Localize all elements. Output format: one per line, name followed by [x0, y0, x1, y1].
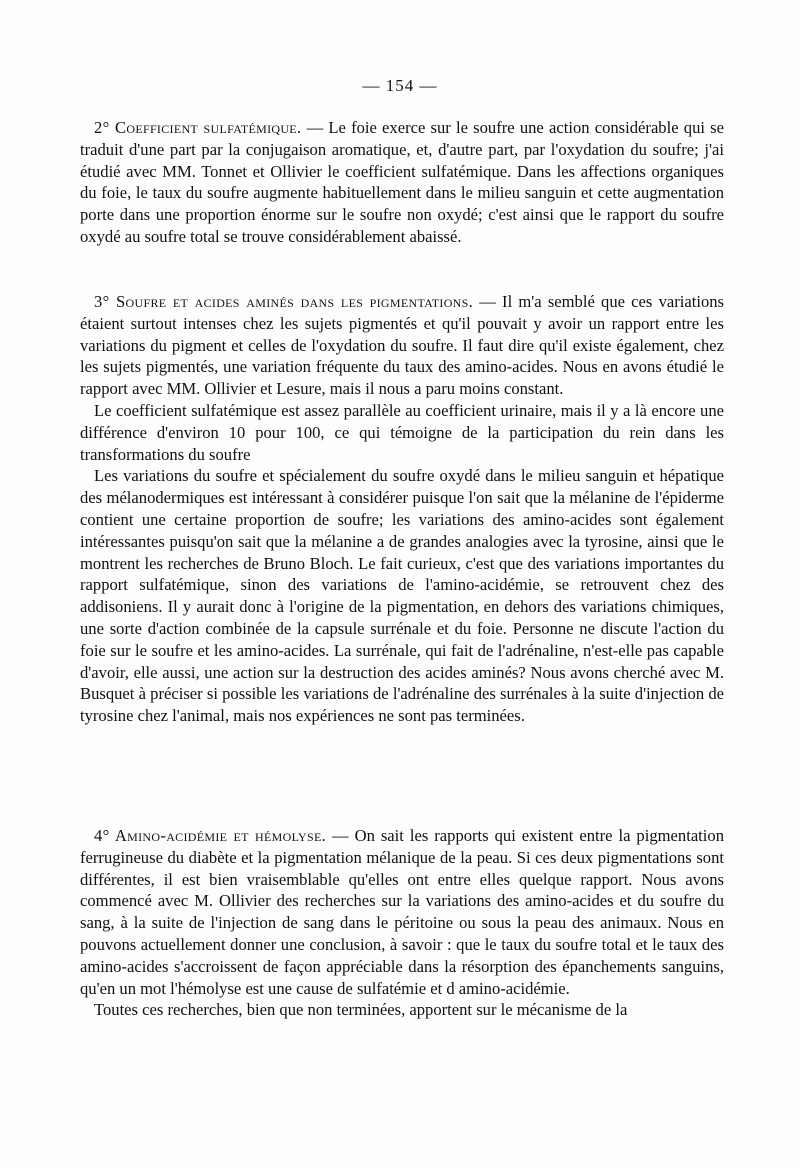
paragraph: Les variations du soufre et spécialement du soufre oxydé dans le milieu sanguin et hépatique des mélanodermiques est intéressant à considérer puisque l'on sait que la mélanine de l'épiderme contient une certaine proportion de soufre; les variations des amino-acides sont également intéressantes puisqu'on sait que la mélanine a de grandes analogies avec la tyrosine, ainsi que le montrent les recherches de Bruno Bloch. Le fait curieux, c'est que des variations importantes du rapport sulfatémique, sinon des variations de l'amino-acidémie, se retrouvent chez des addisoniens. Il y aurait donc à l'origine de la pigmentation, en dehors des variations chimiques, une sorte d'action combinée de la capsule surrénale et du foie. Personne ne discute l'action du foie sur le soufre et les amino-acides. La surrénale, qui fait de l'adrénaline, n'est-elle pas capable d'avoir, elle aussi, une action sur la destruction des acides aminés? Nous avons cherché avec M. Busquet à préciser si possible les variations de l'adrénaline des surrénales à la suite d'injection de tyrosine chez l'animal, mais nos expériences ne sont pas terminées. — [80, 466, 724, 726]
section-sulfur-amino-acids-pigmentation — [80, 291, 724, 727]
paragraph: Le coefficient sulfatémique est assez parallèle au coefficient urinaire, mais il y a là encore une différence d'environ 10 pour 100, ce qui témoigne de la participation du rein dans les transformations du soufre — [80, 400, 724, 464]
paragraph — [80, 117, 724, 248]
page-number: — 154 — — [362, 76, 438, 95]
paragraph — [80, 825, 724, 999]
section-heading: 3° Soufre et acides aminés dans les pigmentations. — [94, 292, 474, 311]
paragraph-body: — On sait les rapports qui existent entre la pigmentation ferrugineuse du diabète et la pigmentation mélanique de la peau. Si ces deux pigmentations sont différentes, il est bien vraisemblable qu'elles ont entre elles quelque rapport. Nous avons commencé avec M. Ollivier des recherches sur la variations des amino-acides et du soufre du sang, à la suite de l'injection de sang dans le péritoine ou sous la peau des animaux. Nous en pouvons actuellement donner une conclusion, à savoir : que le taux du soufre total et le taux des amino-acides s'accroissent de façon appréciable dans la résorption des épanchements sanguins, qu'en un mot l'hémolyse est une cause de sulfatémie et d amino-acidémie. — [80, 826, 724, 998]
paragraph: Toutes ces recherches, bien que non terminées, apportent sur le mécanisme de la — [94, 1000, 628, 1020]
section-amino-acidemia-hemolysis — [80, 825, 724, 1021]
section-sulfatemic-coefficient — [80, 117, 724, 248]
paragraph — [80, 291, 724, 400]
section-heading: 2° Coefficient sulfatémique. — [94, 118, 302, 137]
paragraph-body: — Il m'a semblé que ces variations étaient surtout intenses chez les sujets pigmentés et qu'il pouvait y avoir un rapport entre les variations du pigment et celles de l'oxydation du soufre. Il faut dire qu'il existe également, chez les sujets pigmentés, une variation fréquente du taux des amino-acides. Nous en avons étudié le rapport avec MM. Ollivier et Lesure, mais il nous a paru moins constant. — [80, 292, 724, 399]
section-heading: 4° Amino-acidémie et hémolyse. — [94, 826, 327, 845]
paragraph-body: — Le foie exerce sur le soufre une action considérable qui se traduit d'une part par la conjugaison aromatique, et, d'autre part, par l'oxydation du soufre; j'ai étudié avec MM. Tonnet et Ollivier le coefficient sulfatémique. Dans les affections organiques du foie, le taux du soufre augmente habituellement dans le milieu sanguin et cette augmentation porte dans une proportion énorme sur le soufre non oxydé; c'est ainsi que le rapport du soufre oxydé au soufre total se trouve considérablement abaissé. — [80, 118, 724, 246]
